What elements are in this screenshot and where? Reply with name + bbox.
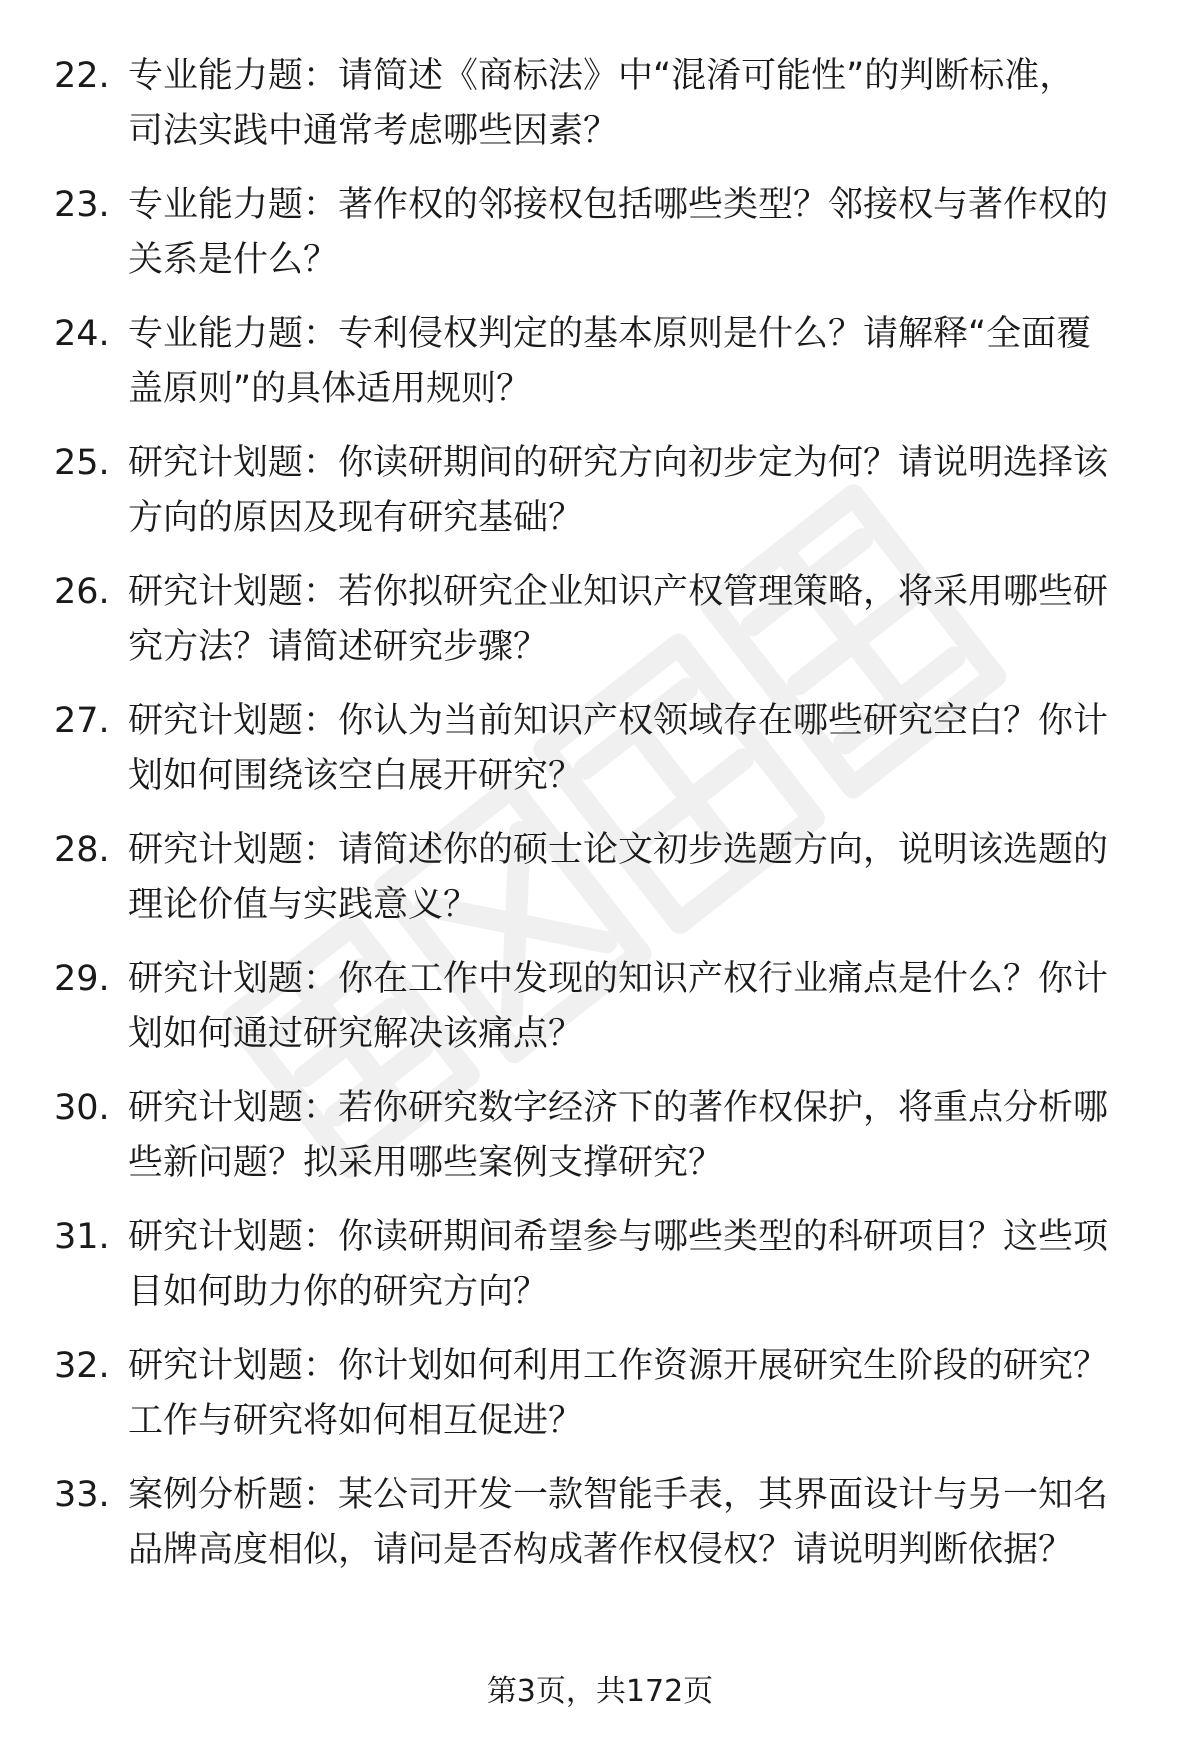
question-text-line1: 研究计划题：你在工作中发现的知识产权行业痛点是什么？你计 — [128, 959, 1109, 999]
question-item — [0, 1209, 1200, 1329]
question-number: 29. — [54, 959, 110, 999]
question-number: 30. — [54, 1088, 110, 1128]
page-number: 第3页，共172页 — [486, 1674, 714, 1709]
question-text-line2: 工作与研究将如何相互促进？ — [128, 1401, 584, 1441]
question-number: 25. — [54, 443, 110, 483]
question-number: 26. — [54, 572, 110, 612]
question-text-line1: 专业能力题：专利侵权判定的基本原则是什么？请解释“全面覆 — [128, 314, 1092, 354]
question-item — [0, 435, 1200, 555]
question-text-line1: 研究计划题：若你拟研究企业知识产权管理策略，将采用哪些研 — [128, 572, 1109, 612]
question-number: 28. — [54, 830, 110, 870]
question-item — [0, 1080, 1200, 1200]
question-number: 33. — [54, 1475, 110, 1515]
question-item — [0, 1338, 1200, 1458]
question-number: 24. — [54, 314, 110, 354]
question-number: 27. — [54, 701, 110, 741]
question-item — [0, 48, 1200, 168]
question-text-line1: 研究计划题：你认为当前知识产权领域存在哪些研究空白？你计 — [128, 701, 1109, 741]
question-item — [0, 1467, 1200, 1587]
question-text-line1: 研究计划题：若你研究数字经济下的著作权保护，将重点分析哪 — [128, 1088, 1109, 1128]
question-number: 22. — [54, 56, 110, 96]
question-text-line2: 些新问题？拟采用哪些案例支撑研究？ — [128, 1143, 724, 1183]
question-text-line1: 研究计划题：你计划如何利用工作资源开展研究生阶段的研究？ — [128, 1346, 1109, 1386]
question-item — [0, 951, 1200, 1071]
question-number: 32. — [54, 1346, 110, 1386]
question-text-line1: 研究计划题：你读研期间的研究方向初步定为何？请说明选择该 — [128, 443, 1109, 483]
question-text-line1: 研究计划题：请简述你的硕士论文初步选题方向，说明该选题的 — [128, 830, 1109, 870]
question-item — [0, 564, 1200, 684]
question-text-line1: 案例分析题：某公司开发一款智能手表，其界面设计与另一知名 — [128, 1475, 1109, 1515]
question-item — [0, 693, 1200, 813]
question-text-line1: 研究计划题：你读研期间希望参与哪些类型的科研项目？这些项 — [128, 1217, 1109, 1257]
question-text-line2: 方向的原因及现有研究基础？ — [128, 498, 584, 538]
question-text-line2: 盖原则”的具体适用规则？ — [128, 369, 532, 409]
question-text-line2: 司法实践中通常考虑哪些因素？ — [128, 111, 619, 151]
question-text-line1: 专业能力题：著作权的邻接权包括哪些类型？邻接权与著作权的 — [128, 185, 1109, 225]
question-item — [0, 177, 1200, 297]
question-text-line2: 品牌高度相似，请问是否构成著作权侵权？请说明判断依据？ — [128, 1530, 1074, 1570]
question-text-line2: 理论价值与实践意义？ — [128, 885, 479, 925]
question-text-line2: 目如何助力你的研究方向？ — [128, 1272, 549, 1312]
question-item — [0, 822, 1200, 942]
question-item — [0, 306, 1200, 426]
question-number: 31. — [54, 1217, 110, 1257]
question-text-line2: 划如何通过研究解决该痛点？ — [128, 1014, 584, 1054]
question-text-line2: 划如何围绕该空白展开研究？ — [128, 756, 584, 796]
question-number: 23. — [54, 185, 110, 225]
question-text-line2: 关系是什么？ — [128, 240, 339, 280]
question-text-line1: 专业能力题：请简述《商标法》中“混淆可能性”的判断标准， — [128, 56, 1075, 96]
question-text-line2: 究方法？请简述研究步骤？ — [128, 627, 549, 667]
